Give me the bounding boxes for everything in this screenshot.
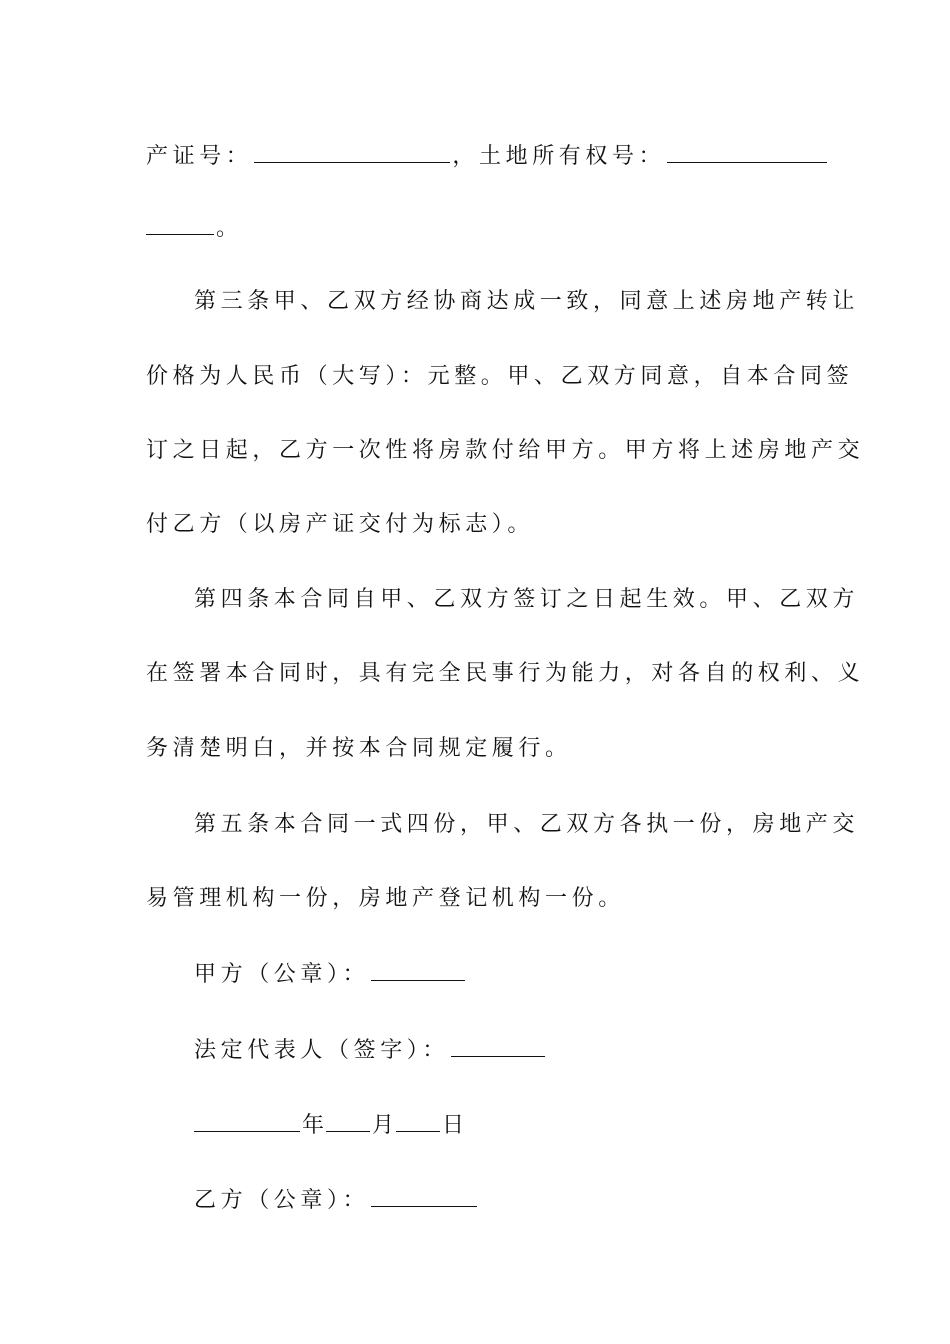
land-ownership-label: ，土地所有权号： xyxy=(452,144,666,169)
party-b-seal-line xyxy=(194,1184,479,1216)
year-blank[interactable] xyxy=(194,1109,300,1132)
month-label: 月 xyxy=(372,1113,395,1138)
party-b-blank[interactable] xyxy=(371,1184,477,1207)
article-4-line-2: 在签署本合同时，具有完全民事行为能力，对各自的权利、义 xyxy=(146,661,865,686)
party-a-seal-line xyxy=(194,958,467,990)
land-ownership-blank-cont[interactable] xyxy=(146,212,214,235)
article-3-line-3: 订之日起，乙方一次性将房款付给甲方。甲方将上述房地产交 xyxy=(146,438,865,463)
property-cert-line xyxy=(146,140,829,172)
land-ownership-continuation xyxy=(146,212,243,244)
article-3-line-4: 付乙方（以房产证交付为标志）。 xyxy=(146,512,535,537)
date-line xyxy=(194,1109,464,1141)
article-3-line-1: 第三条甲、乙双方经协商达成一致，同意上述房地产转让 xyxy=(194,289,860,314)
land-ownership-blank[interactable] xyxy=(667,140,827,163)
legal-rep-line xyxy=(194,1034,547,1066)
day-label: 日 xyxy=(442,1113,465,1138)
article-5-line-2: 易管理机构一份，房地产登记机构一份。 xyxy=(146,886,625,911)
article-3-line-2: 价格为人民币（大写）：元整。甲、乙双方同意，自本合同签 xyxy=(146,364,854,389)
party-a-label: 甲方（公章）： xyxy=(194,962,370,987)
legal-rep-label: 法定代表人（签字）： xyxy=(194,1038,450,1063)
property-cert-label: 产证号： xyxy=(146,144,253,169)
period: 。 xyxy=(216,216,243,241)
month-blank[interactable] xyxy=(326,1109,370,1132)
property-cert-blank[interactable] xyxy=(254,140,450,163)
article-4-line-1: 第四条本合同自甲、乙双方签订之日起生效。甲、乙双方 xyxy=(194,587,860,612)
legal-rep-blank[interactable] xyxy=(451,1034,545,1057)
party-a-blank[interactable] xyxy=(371,958,465,981)
article-4-line-3: 务清楚明白，并按本合同规定履行。 xyxy=(146,736,572,761)
day-blank[interactable] xyxy=(396,1109,440,1132)
party-b-label: 乙方（公章）： xyxy=(194,1188,370,1213)
year-label: 年 xyxy=(302,1113,325,1138)
article-5-line-1: 第五条本合同一式四份，甲、乙双方各执一份，房地产交 xyxy=(194,812,860,837)
